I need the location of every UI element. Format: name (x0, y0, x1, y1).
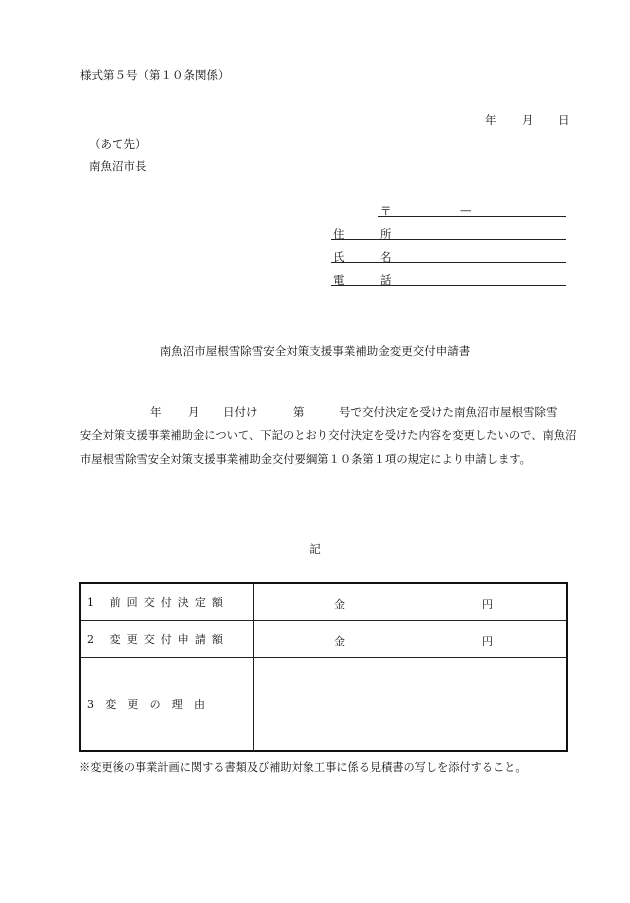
item-label: 2 変更交付申請額 (80, 620, 254, 657)
table-row (80, 657, 567, 751)
year-label: 年 (485, 113, 497, 127)
body-month: 月 (188, 405, 200, 419)
name-line[interactable] (331, 262, 566, 263)
addressee-prefix: （あて先） (89, 137, 147, 151)
address-label-1: 住 (333, 227, 345, 241)
document-title: 南魚沼市屋根雪除雪安全対策支援事業補助金変更交付申請書 (159, 344, 471, 358)
addressee-name: 南魚沼市長 (89, 159, 147, 173)
form-id: 様式第５号（第１０条関係） (80, 68, 230, 82)
postal-mark: 〒 (380, 204, 392, 218)
body-day-ref: 日付け (223, 405, 258, 419)
footnote: ※変更後の事業計画に関する書類及び補助対象工事に係る見積書の写しを添付すること。 (79, 761, 527, 774)
month-label: 月 (522, 113, 534, 127)
ki-heading: 記 (309, 542, 321, 556)
address-line[interactable] (331, 239, 566, 240)
item-label: 3 変 更 の 理 由 (80, 657, 254, 751)
unit-label: 円 (482, 634, 493, 648)
item-value[interactable] (254, 583, 568, 620)
currency-label: 金 (334, 598, 345, 611)
name-label-1: 氏 (333, 250, 345, 264)
phone-label-2: 話 (380, 273, 392, 287)
name-label-2: 名 (380, 250, 392, 264)
body-number-prefix: 第 (293, 405, 305, 419)
table-row (80, 620, 567, 657)
postal-dash: — (460, 203, 472, 217)
item-value[interactable] (254, 620, 568, 657)
currency-label: 金 (334, 634, 345, 648)
items-table (79, 582, 568, 752)
table-row (80, 583, 567, 620)
body-year: 年 (150, 405, 162, 419)
body-number-suffix: 号で交付決定を受けた南魚沼市屋根雪除雪 (339, 405, 558, 419)
postal-line[interactable] (378, 216, 566, 217)
phone-label-1: 電 (333, 273, 345, 287)
reason-field[interactable] (254, 657, 568, 751)
address-label-2: 所 (380, 227, 392, 241)
day-label: 日 (558, 113, 570, 127)
item-label: 1 前回交付決定額 (80, 583, 254, 620)
phone-line[interactable] (331, 285, 566, 286)
body-text: 安全対策支援事業補助金について、下記のとおり交付決定を受けた内容を変更したいので、南魚沼市屋根雪除雪安全対策支援事業補助金交付要綱第１０条第１項の規定により申請します。 (80, 429, 577, 466)
unit-label: 円 (482, 598, 493, 611)
